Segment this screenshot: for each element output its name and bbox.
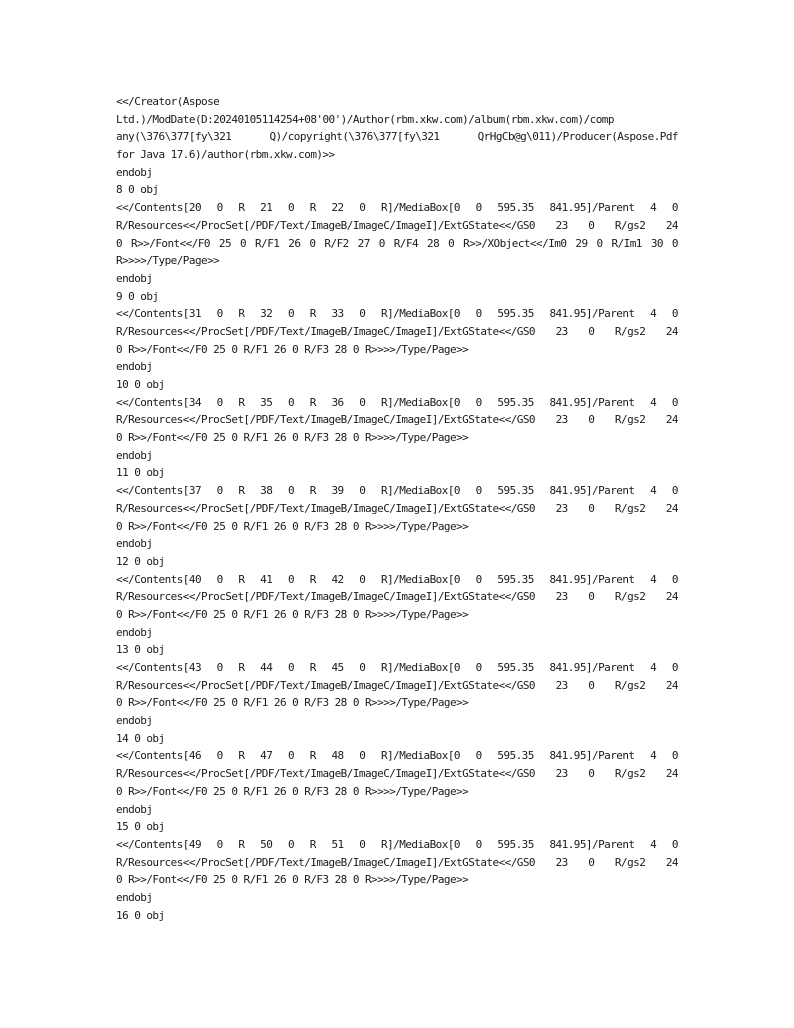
text-line: R/Resources<</ProcSet[/PDF/Text/ImageB/ImageC/ImageI]/ExtGState<</GS0 23 0 R/gs2 24 (116, 678, 678, 692)
text-line: any(\376\377[fy\321 Q)/copyright(\376\377[fy\321 QrHgCb@g\011)/Producer(Aspose.Pdf (116, 130, 678, 144)
text-line: 12 0 obj (116, 554, 165, 568)
text-line: <</Contents[37 0 R 38 0 R 39 0 R]/MediaBox[0 0 595.35 841.95]/Parent 4 0 (116, 484, 678, 498)
text-line: <</Contents[34 0 R 35 0 R 36 0 R]/MediaBox[0 0 595.35 841.95]/Parent 4 0 (116, 395, 678, 409)
text-line: 10 0 obj (116, 378, 165, 391)
text-line: R/Resources<</ProcSet[/PDF/Text/ImageB/ImageC/ImageI]/ExtGState<</GS0 23 0 R/gs2 24 (116, 324, 678, 338)
text-line: Ltd.)/ModDate(D:20240105114254+08'00')/Author(rbm.xkw.com)/album(rbm.xkw.com)/comp (116, 112, 614, 126)
text-line: 13 0 obj (116, 643, 165, 657)
text-line: <</Contents[49 0 R 50 0 R 51 0 R]/MediaBox[0 0 595.35 841.95]/Parent 4 0 (116, 837, 678, 851)
text-line: R>>>>/Type/Page>> (116, 254, 220, 268)
text-line: <</Contents[43 0 R 44 0 R 45 0 R]/MediaBox[0 0 595.35 841.95]/Parent 4 0 (116, 661, 678, 674)
text-line: 16 0 obj (116, 908, 165, 922)
text-line: <</Contents[20 0 R 21 0 R 22 0 R]/MediaBox[0 0 595.35 841.95]/Parent 4 0 (116, 201, 678, 215)
text-line: 11 0 obj (116, 466, 165, 480)
text-line: R/Resources<</ProcSet[/PDF/Text/ImageB/ImageC/ImageI]/ExtGState<</GS0 23 0 R/gs2 24 (116, 218, 678, 232)
text-line: endobj (116, 448, 153, 462)
text-line: 15 0 obj (116, 820, 165, 834)
text-line: R/Resources<</ProcSet[/PDF/Text/ImageB/ImageC/ImageI]/ExtGState<</GS0 23 0 R/gs2 24 (116, 501, 678, 515)
text-line: endobj (116, 802, 153, 816)
text-line: R/Resources<</ProcSet[/PDF/Text/ImageB/ImageC/ImageI]/ExtGState<</GS0 23 0 R/gs2 24 (116, 855, 678, 869)
text-line: for Java 17.6)/author(rbm.xkw.com)>> (116, 148, 335, 162)
text-line: 0 R>>/Font<</F0 25 0 R/F1 26 0 R/F3 28 0 R>>>>/Type/Page>> (116, 431, 469, 445)
text-line: <</Contents[40 0 R 41 0 R 42 0 R]/MediaBox[0 0 595.35 841.95]/Parent 4 0 (116, 572, 678, 586)
text-line: endobj (116, 714, 153, 728)
text-line: 0 R>>/Font<</F0 25 0 R/F1 26 0 R/F2 27 0 R/F4 28 0 R>>/XObject<</Im0 29 0 R/Im1 30 0 (116, 236, 678, 250)
text-line: 0 R>>/Font<</F0 25 0 R/F1 26 0 R/F3 28 0 R>>>>/Type/Page>> (116, 607, 469, 621)
text-line: R/Resources<</ProcSet[/PDF/Text/ImageB/ImageC/ImageI]/ExtGState<</GS0 23 0 R/gs2 24 (116, 767, 678, 781)
text-line: R/Resources<</ProcSet[/PDF/Text/ImageB/ImageC/ImageI]/ExtGState<</GS0 23 0 R/gs2 24 (116, 413, 678, 427)
text-line: endobj (116, 537, 153, 551)
text-line: 0 R>>/Font<</F0 25 0 R/F1 26 0 R/F3 28 0 R>>>>/Type/Page>> (116, 696, 469, 710)
text-line: <</Creator(Aspose (116, 95, 220, 108)
text-line: endobj (116, 625, 153, 639)
text-line: 0 R>>/Font<</F0 25 0 R/F1 26 0 R/F3 28 0 R>>>>/Type/Page>> (116, 784, 469, 798)
text-line: 0 R>>/Font<</F0 25 0 R/F1 26 0 R/F3 28 0 R>>>>/Type/Page>> (116, 873, 469, 887)
text-line: R/Resources<</ProcSet[/PDF/Text/ImageB/ImageC/ImageI]/ExtGState<</GS0 23 0 R/gs2 24 (116, 590, 678, 604)
text-line: endobj (116, 271, 153, 285)
pdf-source-text (116, 93, 678, 924)
text-line: 0 R>>/Font<</F0 25 0 R/F1 26 0 R/F3 28 0 R>>>>/Type/Page>> (116, 519, 469, 533)
text-line: endobj (116, 165, 153, 179)
text-line: <</Contents[46 0 R 47 0 R 48 0 R]/MediaBox[0 0 595.35 841.95]/Parent 4 0 (116, 749, 678, 763)
text-line: 14 0 obj (116, 731, 165, 745)
text-line: <</Contents[31 0 R 32 0 R 33 0 R]/MediaBox[0 0 595.35 841.95]/Parent 4 0 (116, 307, 678, 321)
text-line: endobj (116, 360, 153, 374)
text-line: endobj (116, 890, 153, 904)
text-line: 8 0 obj (116, 183, 159, 197)
text-line: 0 R>>/Font<</F0 25 0 R/F1 26 0 R/F3 28 0 R>>>>/Type/Page>> (116, 342, 469, 356)
text-line: 9 0 obj (116, 289, 159, 303)
